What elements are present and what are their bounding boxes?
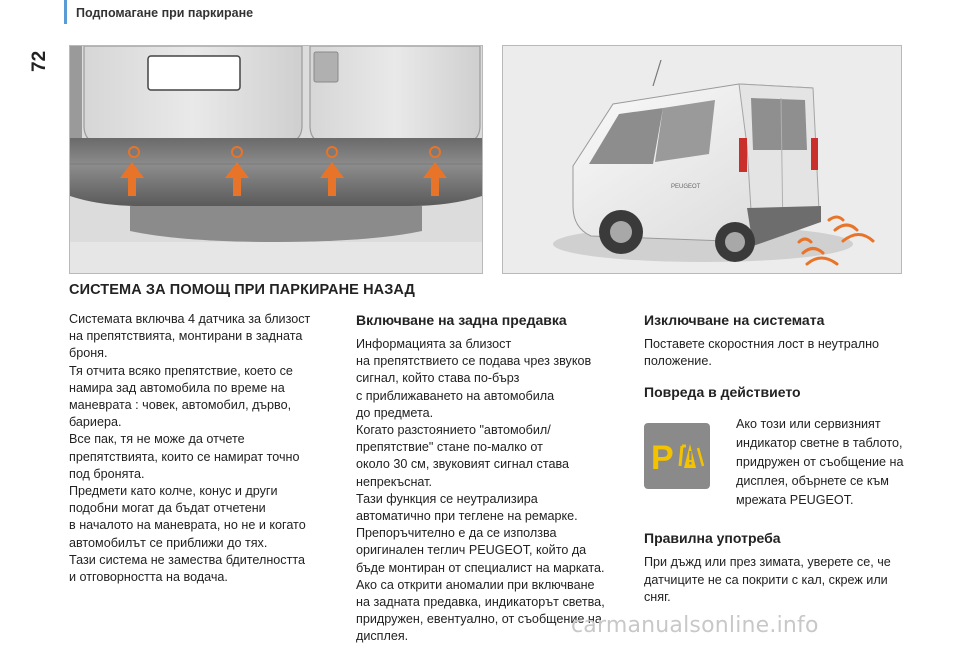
deactivation-block (644, 312, 914, 370)
fault-heading: Повреда в действието (644, 384, 801, 401)
rear-bumper-svg (70, 46, 482, 273)
correct-use-text: При дъжд или през зимата, уверете се, че датчиците не са покрити с кал, скреж или сняг. (644, 555, 891, 604)
intro-text: Системата включва 4 датчика за близост на препятствията, монтирани в задната броня. Тя отчита всяко препятствие, което се намира зад автомобила по време на маневрата : човек, автомобил, дърво, бариера. Все пак, тя не може да отчете препятствията, които се намират точно под бронята. Предмети като колче, конус и други подобни могат да бъдат отчетени в началото на маневрата, но не и когато автомобилът се приближи до тях. Тази система не замества бдителността и отговорността на водача. (69, 312, 311, 585)
parking-warning-glyph (649, 436, 705, 476)
fault-text: Ако този или сервизният индикатор светне в таблото, придружен от съобщение на дисплея, обърнете се към мрежата PEUGEOT. (736, 417, 904, 508)
watermark: carmanualsonline.info (571, 613, 819, 638)
deactivation-heading: Изключване на системата (644, 312, 825, 328)
deactivation-text: Поставете скоростния лост в неутрално положение. (644, 337, 880, 369)
van-side-badge: PEUGEOT (671, 184, 701, 190)
page-number-wrap (30, 44, 54, 72)
page-header-title: Подпомагане при паркиране (76, 6, 254, 20)
van-svg (503, 46, 901, 273)
van-parking-illustration (502, 45, 902, 274)
page-number: 72 (29, 50, 50, 72)
header-accent-bar (64, 0, 67, 24)
section-title: СИСТЕМА ЗА ПОМОЩ ПРИ ПАРКИРАНЕ НАЗАД (69, 282, 415, 298)
fault-row (644, 415, 914, 510)
reverse-gear-heading: Включване на задна предавка (356, 312, 567, 328)
intro-column (69, 311, 344, 586)
reverse-gear-text: Информацията за близост на препятствието се подава чрез звуков сигнал, който става по-бърз с приближаването на автомобила до предмета. Когато разстоянието "автомобил/ препятствие" стане по-малко от около 30 см, звуковият сигнал става непрекъснат. Тази функция се неутрализира автоматично при теглене на ремарке. Препоръчително е да се използва оригинален теглич PEUGEOT, който да бъде монтиран от специалист на марката. Ако са открити аномалии при включване на задната предавка, индикаторът светва, придружен, евентуално, от съобщение на дисплея. (356, 337, 605, 644)
right-column (644, 312, 914, 606)
svg-text:P: P (651, 439, 674, 477)
parking-sensor-warning-icon (644, 423, 710, 489)
rear-bumper-illustration (69, 45, 483, 274)
correct-use-heading: Правилна употреба (644, 530, 781, 547)
reverse-gear-column (356, 312, 628, 646)
